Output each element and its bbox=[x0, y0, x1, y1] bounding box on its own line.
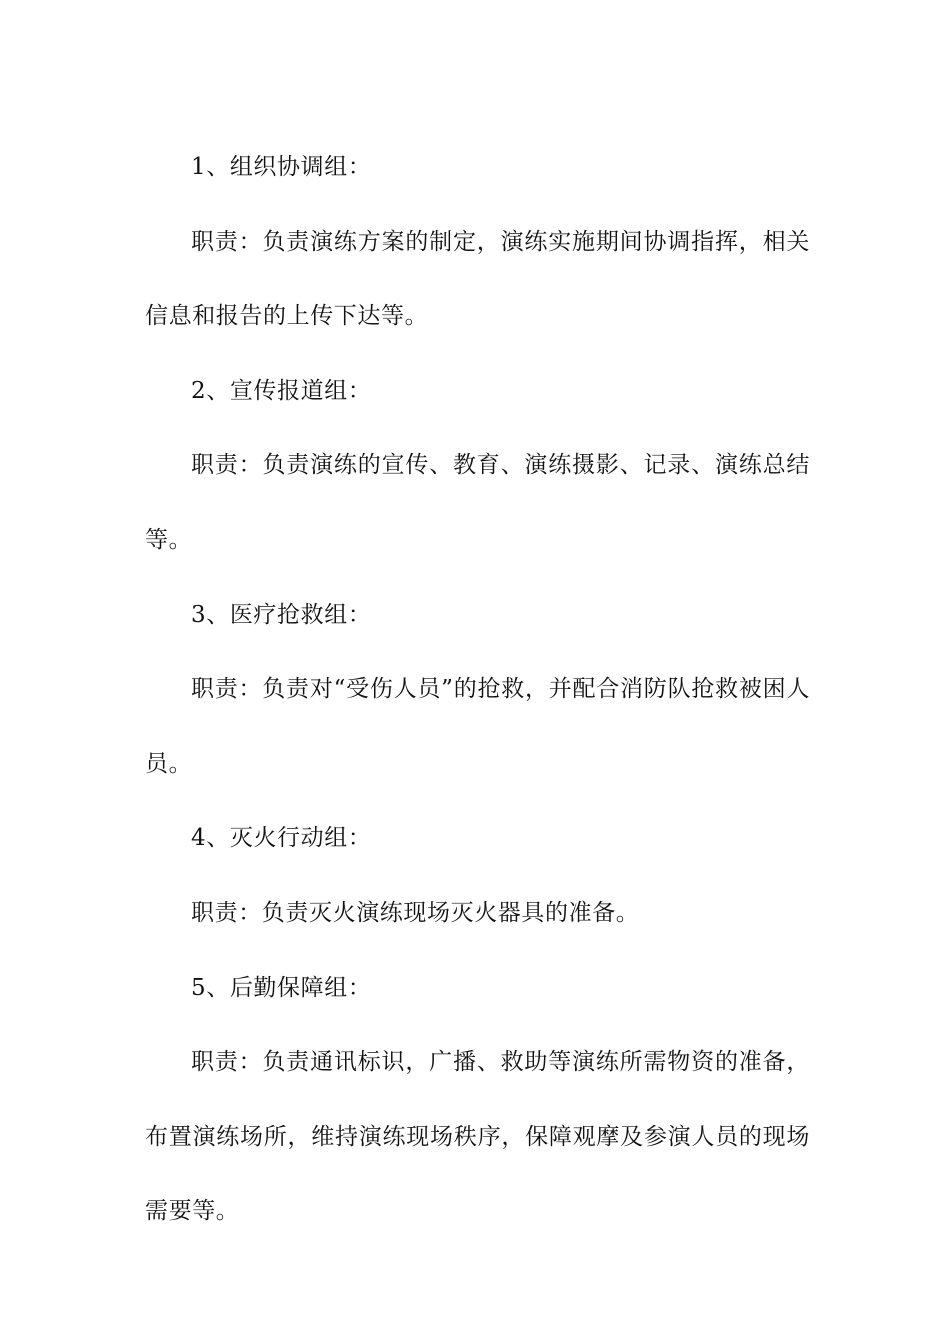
group-heading-logistics: 5、后勤保障组： bbox=[191, 974, 372, 1001]
duty-text-coordination: 职责：负责演练方案的制定，演练实施期间协调指挥，相关信息和报告的上传下达等。 bbox=[145, 228, 810, 330]
duty-text-logistics: 职责：负责通讯标识，广播、救助等演练所需物资的准备，布置演练场所，维持演练现场秩序，保障观摩及参演人员的现场需要等。 bbox=[145, 1049, 810, 1225]
group-heading-firefighting: 4、灭火行动组： bbox=[191, 825, 372, 852]
group-heading-coordination: 1、组织协调组： bbox=[191, 154, 372, 180]
duty-text-firefighting: 职责：负责灭火演练现场灭火器具的准备。 bbox=[191, 899, 640, 926]
duty-text-medical: 职责：负责对“受伤人员”的抢救，并配合消防队抢救被困人员。 bbox=[145, 676, 810, 777]
group-heading-publicity: 2、宣传报道组： bbox=[191, 377, 372, 404]
group-heading-medical: 3、医疗抢救组： bbox=[191, 601, 372, 628]
duty-text-publicity: 职责：负责演练的宣传、教育、演练摄影、记录、演练总结等。 bbox=[145, 452, 810, 553]
document-body bbox=[145, 130, 810, 1249]
